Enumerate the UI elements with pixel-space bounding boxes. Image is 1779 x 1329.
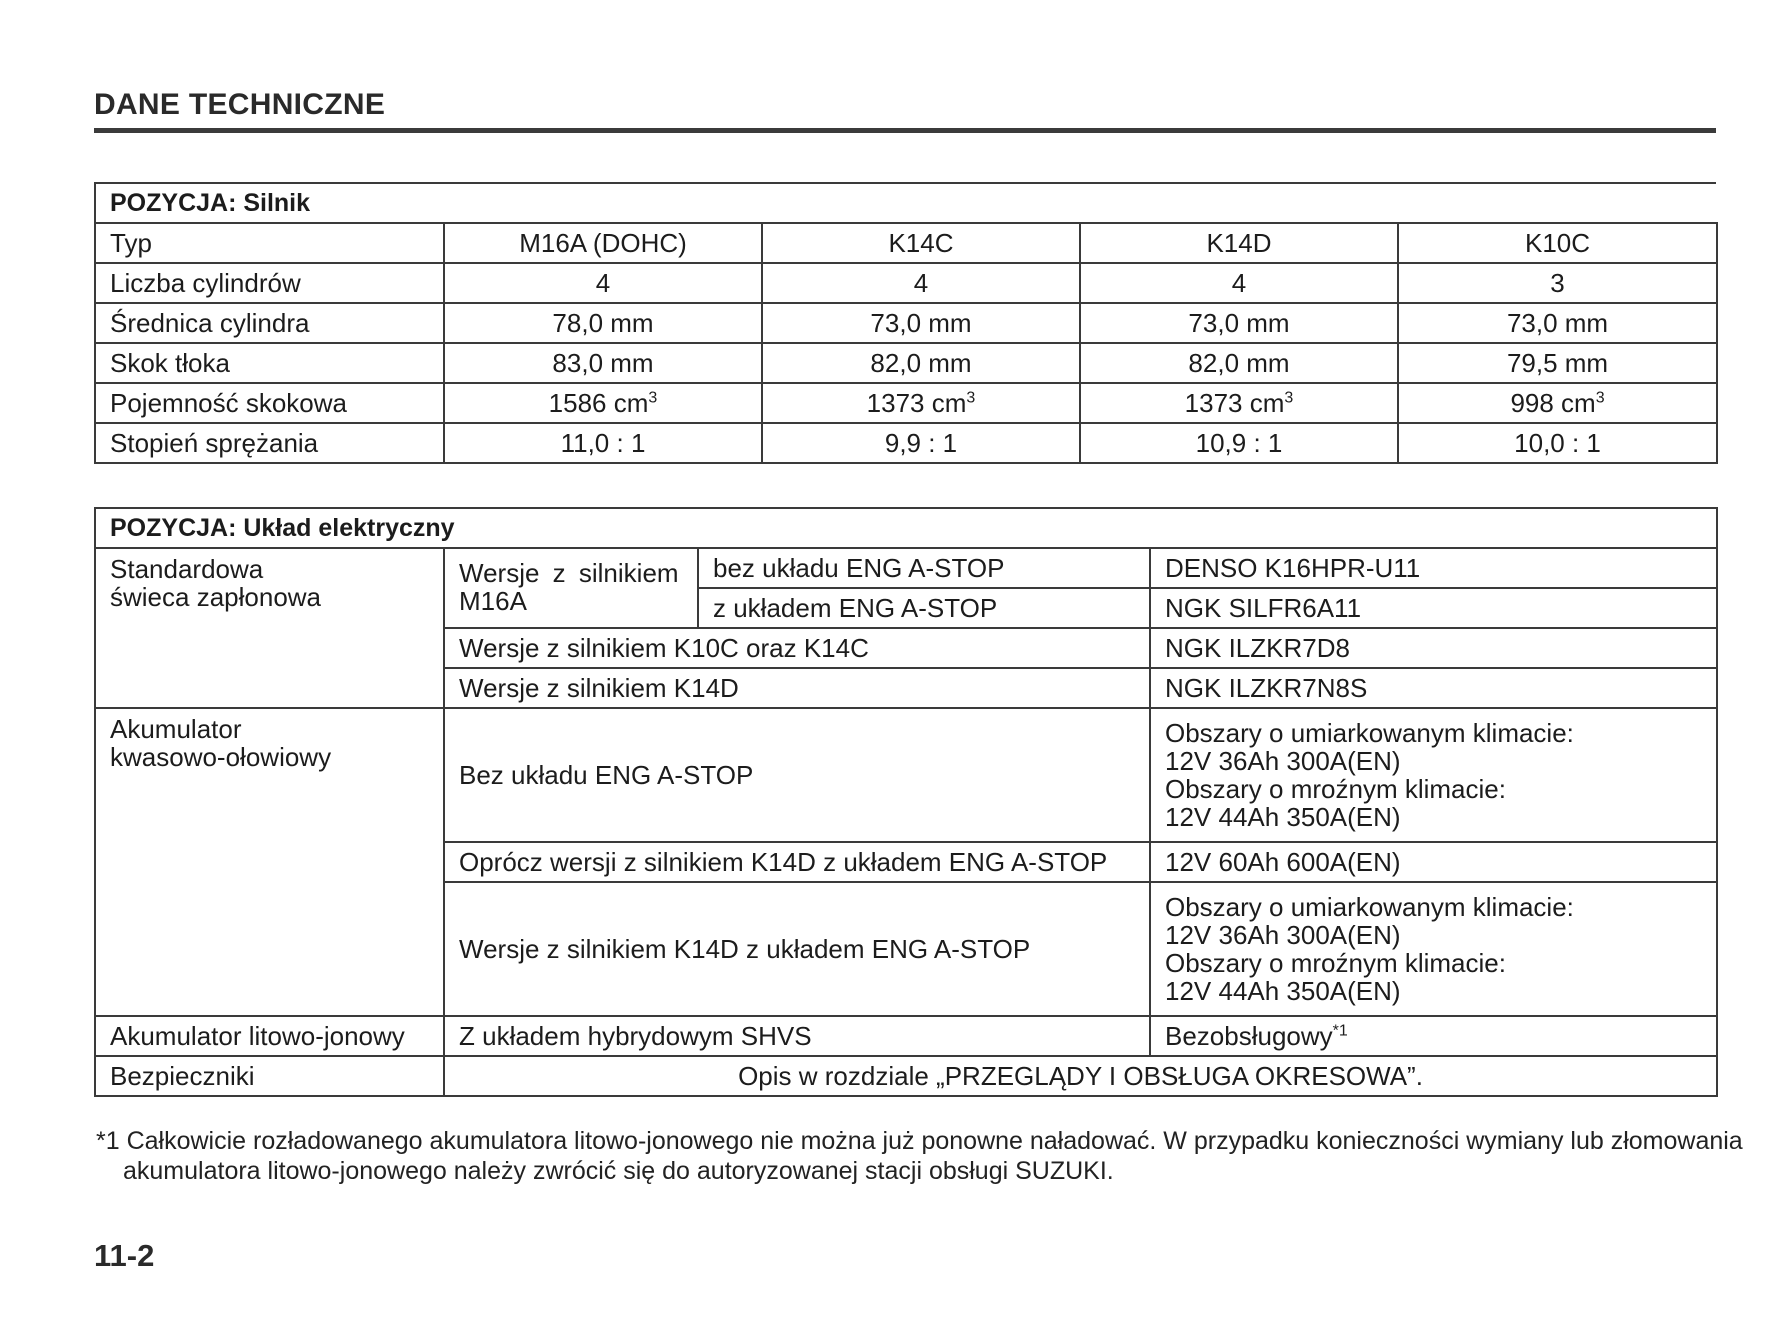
- value-line: Obszary o mroźnym klimacie:: [1165, 774, 1506, 804]
- engine-row-type: [95, 223, 1717, 263]
- cell-m16a: [444, 383, 762, 423]
- engine-row-bore: [95, 303, 1717, 343]
- k14d-stop-label: Wersje z silnikiem K14D z układem ENG A-STOP: [444, 882, 1150, 1016]
- fuses-row: [95, 1056, 1717, 1096]
- cell-m16a: 11,0 : 1: [444, 423, 762, 463]
- electrical-spec-table: [94, 507, 1718, 1097]
- cell-k14d: 4: [1080, 263, 1398, 303]
- cell-k10c: 3: [1398, 263, 1717, 303]
- row-label: Typ: [95, 223, 444, 263]
- engine-row-compression: [95, 423, 1717, 463]
- cell-k14d: K14D: [1080, 223, 1398, 263]
- cell-k14c: 73,0 mm: [762, 303, 1080, 343]
- cell-k14c: 9,9 : 1: [762, 423, 1080, 463]
- cell-k14c: K14C: [762, 223, 1080, 263]
- lithium-value: [1150, 1016, 1717, 1056]
- value-line: 12V 44Ah 350A(EN): [1165, 802, 1401, 832]
- without-stop-value: DENSO K16HPR-U11: [1150, 548, 1717, 588]
- cell-m16a: 83,0 mm: [444, 343, 762, 383]
- row-label: Średnica cylindra: [95, 303, 444, 343]
- without-stop-label: bez układu ENG A-STOP: [698, 548, 1150, 588]
- cell-k14d: 82,0 mm: [1080, 343, 1398, 383]
- label-line: kwasowo-ołowiowy: [110, 742, 332, 772]
- engine-row-stroke: [95, 343, 1717, 383]
- row-label: Liczba cylindrów: [95, 263, 444, 303]
- superscript: 3: [966, 389, 976, 407]
- cell-k14c: 82,0 mm: [762, 343, 1080, 383]
- no-stop-value: [1150, 708, 1717, 842]
- battery-row-1: [95, 708, 1717, 842]
- electrical-table-heading-row: [95, 508, 1717, 548]
- row-label: Pojemność skokowa: [95, 383, 444, 423]
- footnote: *1 Całkowicie rozładowanego akumulatora litowo-jonowego nie można już ponowne naładować. W przypadku konieczności wymiany lub złomowania akumulatora litowo-jonowego należy zwrócić się do autoryzowanej stacji obsługi SUZUKI.: [96, 1127, 1743, 1185]
- value-line: 12V 36Ah 300A(EN): [1165, 746, 1401, 776]
- cell-k14c: [762, 383, 1080, 423]
- cell-k14c: 4: [762, 263, 1080, 303]
- cell-m16a: M16A (DOHC): [444, 223, 762, 263]
- value-text: 1373 cm: [866, 388, 967, 418]
- value-text: 1373 cm: [1184, 388, 1285, 418]
- cell-k10c: [1398, 383, 1717, 423]
- cell-k10c: 10,0 : 1: [1398, 423, 1717, 463]
- engine-table-heading-row: [95, 183, 1717, 223]
- except-k14d-value: 12V 60Ah 600A(EN): [1150, 842, 1717, 882]
- engine-spec-table: [94, 182, 1718, 464]
- cell-k10c: K10C: [1398, 223, 1717, 263]
- row-label: Skok tłoka: [95, 343, 444, 383]
- fuses-value: Opis w rozdziale „PRZEGLĄDY I OBSŁUGA OKRESOWA”.: [444, 1056, 1717, 1096]
- engine-row-displacement: [95, 383, 1717, 423]
- k14d-stop-value: [1150, 882, 1717, 1016]
- value-line: 12V 36Ah 300A(EN): [1165, 920, 1401, 950]
- cell-k10c: 79,5 mm: [1398, 343, 1717, 383]
- label-line: Standardowa: [110, 554, 264, 584]
- cell-m16a: 78,0 mm: [444, 303, 762, 343]
- m16a-version-label: [444, 548, 698, 628]
- title-rule: [94, 128, 1716, 133]
- page-title: DANE TECHNICZNE: [94, 88, 386, 121]
- cell-k10c: 73,0 mm: [1398, 303, 1717, 343]
- superscript: 3: [1284, 389, 1294, 407]
- lead-acid-battery-label: [95, 708, 444, 1016]
- value-line: Obszary o umiarkowanym klimacie:: [1165, 892, 1574, 922]
- lithium-battery-row: [95, 1016, 1717, 1056]
- no-stop-label: Bez układu ENG A-STOP: [444, 708, 1150, 842]
- label-line: M16A: [459, 586, 527, 616]
- value-text: 998 cm: [1510, 388, 1596, 418]
- with-stop-label: z układem ENG A-STOP: [698, 588, 1150, 628]
- page-number: 11-2: [94, 1238, 155, 1273]
- k10c-k14c-value: NGK ILZKR7D8: [1150, 628, 1717, 668]
- label-line: Wersje z silnikiem: [459, 558, 679, 588]
- superscript: 3: [1595, 389, 1605, 407]
- value-line: Obszary o umiarkowanym klimacie:: [1165, 718, 1574, 748]
- lithium-condition: Z układem hybrydowym SHVS: [444, 1016, 1150, 1056]
- spark-plug-row-1: [95, 548, 1717, 588]
- except-k14d-label: Oprócz wersji z silnikiem K14D z układem ENG A-STOP: [444, 842, 1150, 882]
- value-line: 12V 44Ah 350A(EN): [1165, 976, 1401, 1006]
- lithium-battery-label: Akumulator litowo-jonowy: [95, 1016, 444, 1056]
- k10c-k14c-label: Wersje z silnikiem K10C oraz K14C: [444, 628, 1150, 668]
- label-line: świeca zapłonowa: [110, 582, 322, 612]
- cell-k14d: 10,9 : 1: [1080, 423, 1398, 463]
- row-label: Stopień sprężania: [95, 423, 444, 463]
- label-line: Akumulator: [110, 714, 242, 744]
- engine-row-cylinders: [95, 263, 1717, 303]
- electrical-table-heading: POZYCJA: Układ elektryczny: [95, 508, 1717, 548]
- engine-table-heading: POZYCJA: Silnik: [95, 183, 1717, 223]
- value-line: Obszary o mroźnym klimacie:: [1165, 948, 1506, 978]
- footnote-ref: *1: [1332, 1022, 1348, 1040]
- superscript: 3: [648, 389, 658, 407]
- k14d-label: Wersje z silnikiem K14D: [444, 668, 1150, 708]
- with-stop-value: NGK SILFR6A11: [1150, 588, 1717, 628]
- cell-k14d: [1080, 383, 1398, 423]
- cell-k14d: 73,0 mm: [1080, 303, 1398, 343]
- fuses-label: Bezpieczniki: [95, 1056, 444, 1096]
- cell-m16a: 4: [444, 263, 762, 303]
- value-text: 1586 cm: [548, 388, 649, 418]
- value-text: Bezobsługowy: [1165, 1021, 1333, 1051]
- spark-plug-label: [95, 548, 444, 708]
- k14d-value: NGK ILZKR7N8S: [1150, 668, 1717, 708]
